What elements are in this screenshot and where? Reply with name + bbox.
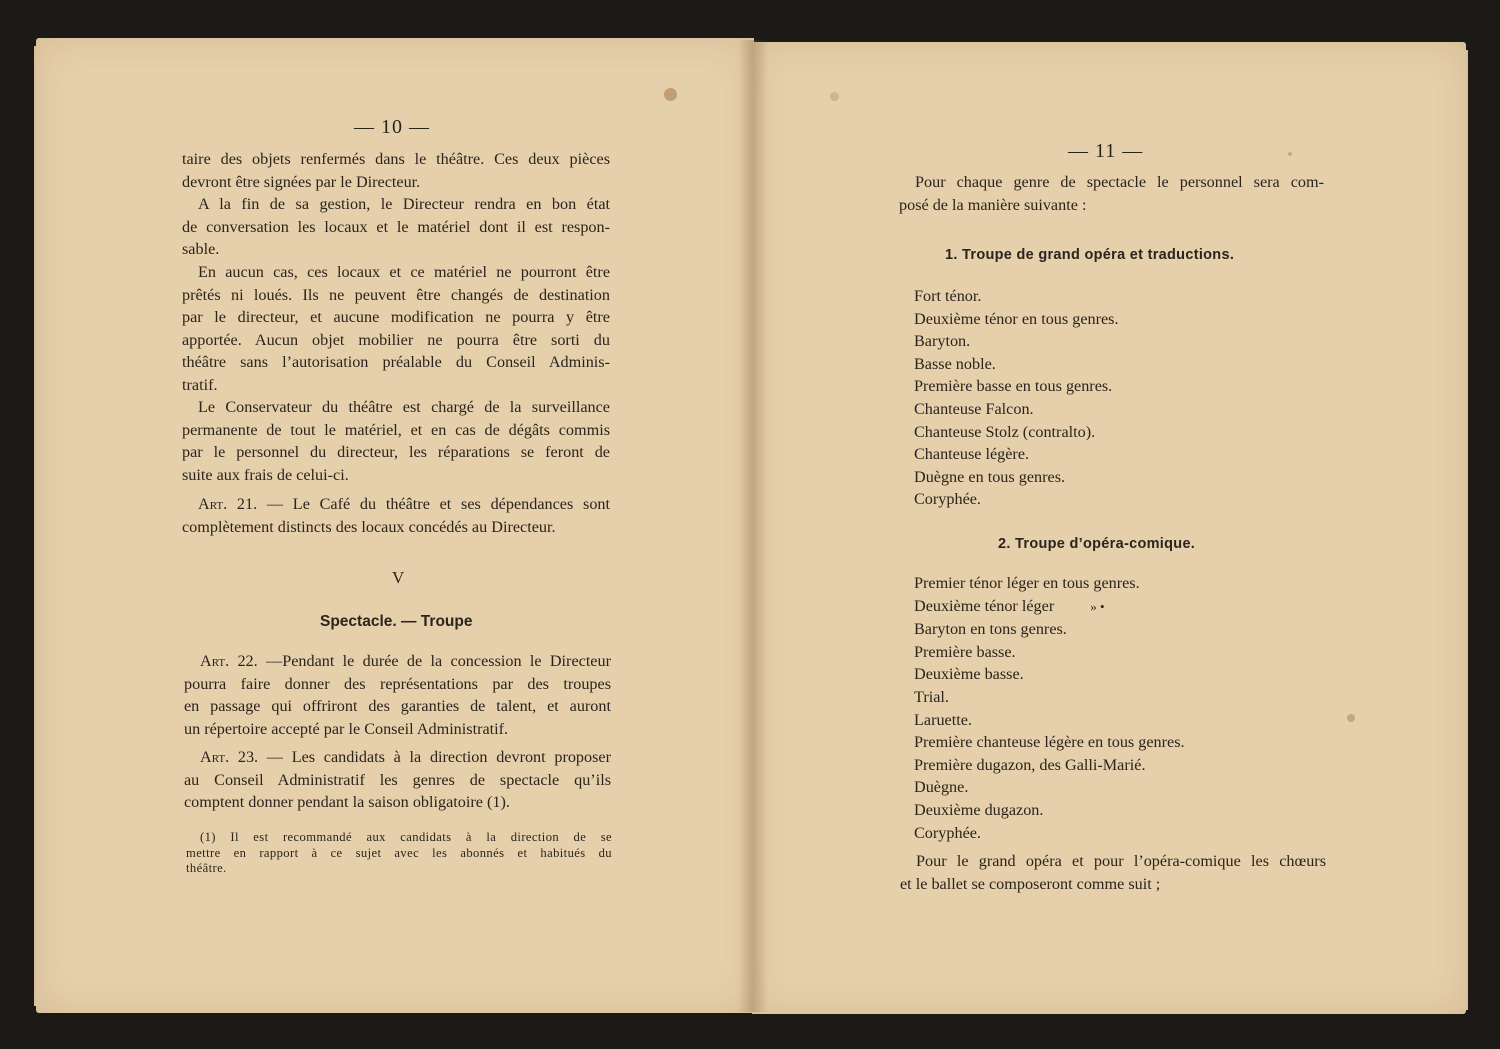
- list-item: Basse noble.: [914, 354, 996, 373]
- closing-paragraph: [900, 850, 1326, 895]
- text-line: pourra faire donner des représentations par des troupes: [184, 674, 611, 693]
- list-item: Laruette.: [914, 710, 972, 729]
- text-line: par le personnel du directeur, les réparations se feront de: [182, 443, 610, 462]
- list-item: Coryphée.: [914, 490, 981, 509]
- list-item: Premier ténor léger en tous genres.: [914, 574, 1140, 592]
- text-line: A la fin de sa gestion, le Directeur rendra en bon état: [198, 195, 610, 213]
- text-line: —Pendant le durée de la concession le Directeur: [257, 652, 611, 670]
- list-item: Chanteuse Falcon.: [914, 399, 1034, 418]
- intro-paragraph: [899, 171, 1324, 216]
- list-item: Première basse en tous genres.: [914, 377, 1113, 396]
- text-line: — Le Café du théâtre et ses dépendances sont: [257, 495, 610, 513]
- page-number-10: — 10 —: [354, 116, 430, 138]
- text-line: sable.: [182, 240, 220, 259]
- paragraph-fin-gestion: [182, 193, 610, 261]
- troupe-grand-opera-roles: [914, 285, 1119, 511]
- section-title: Spectacle. — Troupe: [320, 613, 473, 630]
- troupe-opera-comique-roles: [914, 572, 1185, 844]
- article-23: [184, 746, 611, 814]
- article-label: Art. 23.: [200, 748, 259, 766]
- text-line: permanente de tout le matériel, et en cas de dégâts commis: [182, 420, 610, 439]
- right-page: [752, 42, 1466, 1014]
- text-line: de conversation les locaux et le matériel dont il est respon-: [182, 217, 610, 236]
- paragraph-aucun-cas: [182, 261, 610, 397]
- list-item: Chanteuse légère.: [914, 445, 1030, 464]
- stain: [1347, 714, 1355, 722]
- troupe-opera-comique-title: 2. Troupe d’opéra-comique.: [998, 536, 1196, 552]
- list-item: Coryphée.: [914, 823, 981, 842]
- stain: [830, 92, 839, 101]
- ditto-marks: » •: [1090, 598, 1105, 614]
- list-item: Baryton.: [914, 332, 971, 351]
- page-number-11: — 11 —: [1068, 140, 1144, 162]
- text-line: par le directeur, et aucune modification ne pourra y être: [182, 308, 610, 327]
- list-item: Première chanteuse légère en tous genres.: [914, 733, 1185, 752]
- list-item: Première basse.: [914, 642, 1016, 661]
- text-line: (1) Il est recommandé aux candidats à la direction de se: [200, 830, 612, 844]
- text-line: au Conseil Administratif les genres de spectacle qu’ils: [184, 770, 611, 789]
- list-item: Fort ténor.: [914, 287, 982, 305]
- stain: [664, 88, 677, 101]
- text-line: Pour chaque genre de spectacle le personnel sera com-: [915, 173, 1324, 191]
- text-line: apportée. Aucun objet mobilier ne pourra être sorti du: [182, 330, 610, 349]
- paragraph-conservateur: [182, 396, 610, 486]
- footnote: [186, 830, 612, 877]
- article-label: Art. 22.: [200, 652, 258, 670]
- list-item: Première dugazon, des Galli-Marié.: [914, 755, 1146, 774]
- text-line: devront être signées par le Directeur.: [182, 172, 421, 191]
- list-item: Trial.: [914, 687, 949, 706]
- article-21: [182, 493, 610, 538]
- book-gutter: [738, 40, 768, 1012]
- text-line: prêtés ni loués. Ils ne peuvent être changés de destination: [182, 285, 610, 304]
- text-line: taire des objets renfermés dans le théâtre. Ces deux pièces: [182, 150, 610, 168]
- list-item: Duègne en tous genres.: [914, 467, 1066, 486]
- intro-paragraph: [182, 148, 610, 193]
- article-label: Art. 21.: [198, 495, 258, 513]
- text-line: complètement distincts des locaux concédés au Directeur.: [182, 517, 556, 536]
- text-line: théâtre sans l’autorisation préalable du Conseil Adminis-: [182, 353, 610, 372]
- section-number: V: [392, 568, 405, 587]
- text-line: En aucun cas, ces locaux et ce matériel ne pourront être: [198, 263, 610, 281]
- text-line: comptent donner pendant la saison obligatoire (1).: [184, 793, 510, 812]
- text-line: Le Conservateur du théâtre est chargé de la surveillance: [198, 398, 610, 416]
- text-line: mettre en rapport à ce sujet avec les abonnés et habitués du: [186, 845, 612, 860]
- article-22: [184, 650, 611, 740]
- list-item: [914, 595, 1185, 619]
- list-item: Duègne.: [914, 778, 969, 797]
- list-item: Chanteuse Stolz (contralto).: [914, 422, 1096, 441]
- list-item: Deuxième basse.: [914, 665, 1024, 684]
- text-line: Pour le grand opéra et pour l’opéra-comique les chœurs: [916, 852, 1326, 870]
- left-page: [36, 38, 754, 1013]
- text-line: posé de la manière suivante :: [899, 195, 1087, 214]
- troupe-grand-opera-title: 1. Troupe de grand opéra et traductions.: [945, 247, 1235, 263]
- text-line: théâtre.: [186, 861, 227, 875]
- list-item: Deuxième dugazon.: [914, 800, 1044, 819]
- text-line: — Les candidats à la direction devront proposer: [258, 748, 611, 766]
- list-item: Deuxième ténor en tous genres.: [914, 309, 1119, 328]
- text-line: tratif.: [182, 375, 218, 394]
- stain: [1288, 152, 1292, 156]
- text-line: un répertoire accepté par le Conseil Administratif.: [184, 719, 509, 738]
- list-item: Baryton en tons genres.: [914, 620, 1067, 639]
- text-line: Deuxième ténor léger: [914, 596, 1055, 615]
- text-line: en passage qui offriront des garanties de talent, et auront: [184, 697, 611, 716]
- text-line: suite aux frais de celui-ci.: [182, 465, 349, 484]
- text-line: et le ballet se composeront comme suit ;: [900, 874, 1161, 893]
